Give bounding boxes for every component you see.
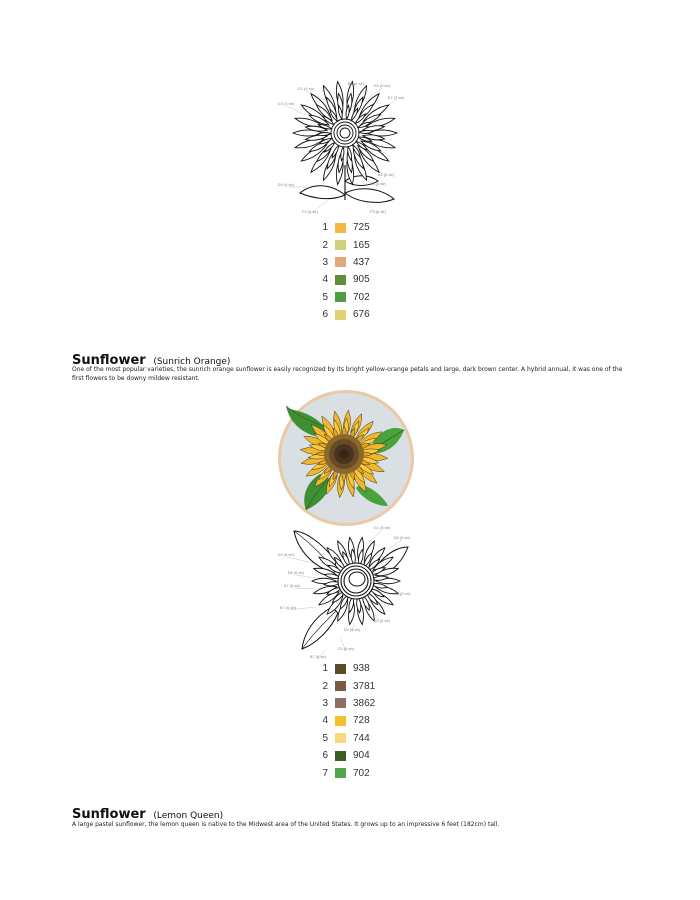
thread-code: 702 xyxy=(353,767,370,779)
legend-number: 6 xyxy=(322,309,328,321)
stitch-callout: G3 (6 str) xyxy=(393,591,411,596)
stitch-callout: D6 (6 str) xyxy=(287,570,305,575)
thread-color-swatch xyxy=(335,223,346,233)
thread-code: 437 xyxy=(353,256,370,268)
legend-row xyxy=(316,764,375,781)
legend-row xyxy=(316,271,370,288)
thread-code: 728 xyxy=(353,715,370,727)
thread-color-swatch xyxy=(335,257,346,267)
thread-color-swatch xyxy=(335,751,346,761)
thread-color-swatch xyxy=(335,716,346,726)
stitch-callout: G1 (6 str) xyxy=(373,525,391,530)
stitch-callout: A7 (6 str) xyxy=(283,583,301,588)
legend-row xyxy=(316,677,375,694)
legend-number: 3 xyxy=(322,697,328,709)
legend-number: 3 xyxy=(322,256,328,268)
legend-row xyxy=(316,660,375,677)
legend-row xyxy=(316,730,375,747)
stitch-callout: E2 (3 str) xyxy=(387,95,405,100)
callout-line xyxy=(296,575,322,579)
stitch-callout: D2 (6 str) xyxy=(343,627,361,632)
thread-color-swatch xyxy=(335,275,346,285)
stitch-callout: E5 (3 str) xyxy=(373,618,391,623)
stitch-callout: A1 (6 str) xyxy=(377,172,395,177)
legend-row xyxy=(316,289,370,306)
flower-name: Sunflower xyxy=(72,353,146,368)
thread-code: 165 xyxy=(353,239,370,251)
thread-color-swatch xyxy=(335,664,346,674)
legend-row xyxy=(316,712,375,729)
section-description-sunrich-orange: One of the most popular varieties, the sunrich orange sunflower is easily recognized by its bright yellow-orange petals and large, dark brown center. A hybrid annual, it was one of the first flowers to be downy mildew resistant. xyxy=(72,366,623,382)
thread-color-swatch xyxy=(335,733,346,743)
legend-row xyxy=(316,236,370,253)
stitch-callout: D4 (6 str) xyxy=(373,83,391,88)
legend-number: 2 xyxy=(322,239,328,251)
thread-code: 744 xyxy=(353,732,370,744)
stitch-callout: Ex (6 str) xyxy=(369,181,387,186)
thread-code: 904 xyxy=(353,750,370,762)
thread-legend-1 xyxy=(316,219,370,323)
stitch-callout: G3 (3 str) xyxy=(277,101,295,106)
stitch-callout: D6 (6 str) xyxy=(393,535,411,540)
thread-legend-2 xyxy=(316,660,375,782)
thread-code: 702 xyxy=(353,291,370,303)
thread-code: 905 xyxy=(353,274,370,286)
legend-number: 6 xyxy=(322,750,328,762)
sunflower-pattern-1 xyxy=(270,75,420,220)
stitch-callout: G1 (6 str) xyxy=(297,86,315,91)
legend-number: 5 xyxy=(322,732,328,744)
thread-code: 938 xyxy=(353,663,370,675)
thread-code: 3862 xyxy=(353,697,376,709)
callout-line xyxy=(370,530,382,541)
legend-row xyxy=(316,747,375,764)
legend-row xyxy=(316,219,370,236)
thread-code: 3781 xyxy=(353,680,376,692)
legend-row xyxy=(316,306,370,323)
thread-color-swatch xyxy=(335,698,346,708)
variety-name: (Lemon Queen) xyxy=(153,811,224,821)
thread-code: 725 xyxy=(353,222,370,234)
legend-number: 4 xyxy=(322,274,328,286)
variety-name: (Sunrich Orange) xyxy=(153,357,231,367)
stitch-callout: B7 (6 str) xyxy=(279,605,297,610)
legend-row xyxy=(316,695,375,712)
section-title-lemon-queen xyxy=(72,796,223,824)
stitch-callout: C6 (6 str) xyxy=(337,646,355,651)
thread-color-swatch xyxy=(335,310,346,320)
legend-number: 4 xyxy=(322,715,328,727)
flower-name: Sunflower xyxy=(72,807,146,822)
legend-number: 1 xyxy=(322,663,328,675)
legend-number: 7 xyxy=(322,767,328,779)
stitch-callout: F4 (6 str) xyxy=(301,209,319,214)
thread-color-swatch xyxy=(335,681,346,691)
legend-number: 2 xyxy=(322,680,328,692)
callout-line xyxy=(292,588,320,589)
thread-code: 676 xyxy=(353,309,370,321)
sunflower-pattern-2 xyxy=(274,523,434,663)
legend-row xyxy=(316,254,370,271)
thread-color-swatch xyxy=(335,292,346,302)
thread-color-swatch xyxy=(335,240,346,250)
stitch-callout: D4 (6 str) xyxy=(277,552,295,557)
stitch-callout: B7 (6 str) xyxy=(309,654,327,659)
thread-color-swatch xyxy=(335,768,346,778)
legend-number: 1 xyxy=(322,222,328,234)
legend-number: 5 xyxy=(322,291,328,303)
stitch-callout: D4 (6 str) xyxy=(277,182,295,187)
stitch-callout: B5 (6 str) xyxy=(347,81,365,86)
stitch-callout: F3 (6 str) xyxy=(369,209,387,214)
section-description-lemon-queen: A large pastel sunflower, the lemon queen is native to the Midwest area of the United States. It grows up to an impressive 6 feet (182cm) tall. xyxy=(72,821,500,828)
embroidery-hoop-photo xyxy=(276,388,416,528)
